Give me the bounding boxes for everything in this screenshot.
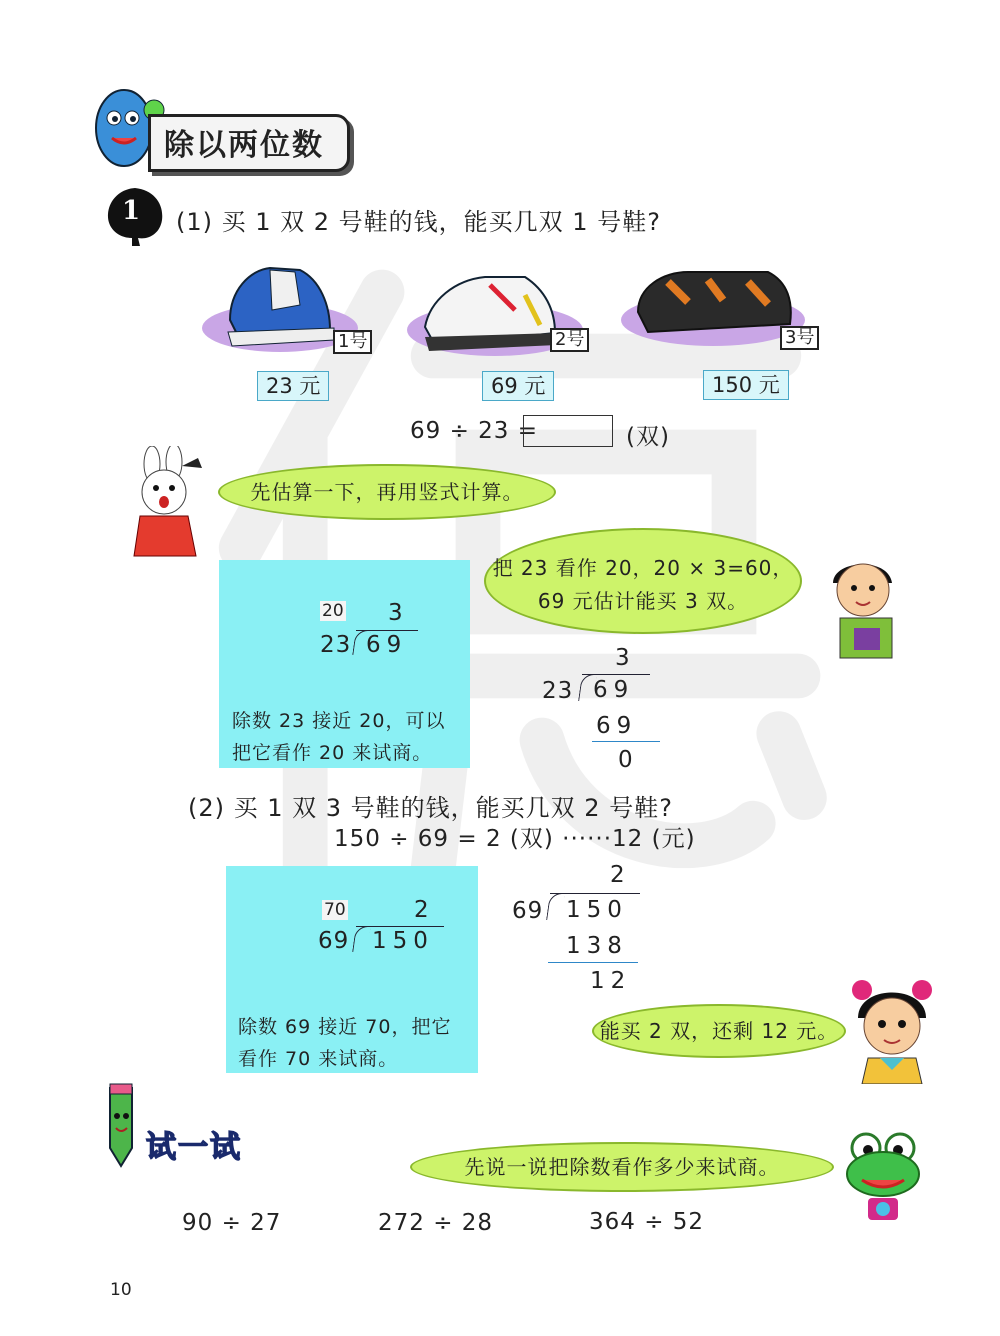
boy-speech-bubble xyxy=(484,528,802,634)
box1-dividend: 69 xyxy=(366,632,408,658)
boy-icon xyxy=(818,548,908,660)
example-number: 1 xyxy=(122,196,141,226)
div2-remainder: 12 xyxy=(590,968,632,994)
div1-quotient: 3 xyxy=(615,645,636,671)
box1-quotient: 3 xyxy=(388,600,409,626)
frog-icon xyxy=(838,1128,928,1224)
exercise-1: 90 ÷ 27 xyxy=(182,1210,282,1236)
price-tag-1: 23 元 xyxy=(257,371,329,401)
box2-note-line2: 看作 70 来试商。 xyxy=(238,1048,399,1070)
div2-subtract-line xyxy=(548,962,638,963)
size-label-1: 1号 xyxy=(333,330,372,354)
boy-bubble-line2: 69 元估计能买 3 双。 xyxy=(537,589,749,613)
price-tag-3: 150 元 xyxy=(703,370,789,400)
div1-remainder: 0 xyxy=(618,747,639,773)
girl-icon xyxy=(840,968,944,1084)
boy-bubble-line1: 把 23 看作 20，20 × 3=60， xyxy=(492,556,794,580)
div2-product: 138 xyxy=(566,933,628,959)
box1-note-line1: 除数 23 接近 20，可以 xyxy=(232,710,446,732)
frog-speech-bubble: 先说一说把除数看作多少来试商。 xyxy=(410,1142,834,1192)
box1-estimate: 20 xyxy=(322,601,344,621)
equation-2: 150 ÷ 69 = 2 (双) ······12 (元) xyxy=(334,826,696,852)
size-label-3: 3号 xyxy=(780,326,819,350)
equation-1: 69 ÷ 23 = xyxy=(410,418,539,444)
rabbit-speech-bubble: 先估算一下，再用竖式计算。 xyxy=(218,464,556,520)
div1-divisor: 23 xyxy=(542,678,574,704)
page-title: 除以两位数 xyxy=(164,128,324,163)
div2-divisor: 69 xyxy=(512,898,544,924)
price-tag-2: 69 元 xyxy=(482,371,554,401)
pencil-mascot-icon xyxy=(92,1082,154,1168)
box1-note-line2: 把它看作 20 来试商。 xyxy=(232,742,433,764)
box2-divisor: 69 xyxy=(318,928,350,954)
size-label-2: 2号 xyxy=(550,328,589,352)
exercise-2: 272 ÷ 28 xyxy=(378,1210,494,1236)
box1-division-bar xyxy=(356,630,418,631)
try-section-label: 试一试 xyxy=(146,1130,242,1165)
div1-subtract-line xyxy=(592,741,660,742)
div2-dividend: 150 xyxy=(566,897,628,923)
rabbit-icon xyxy=(122,446,214,558)
div1-product: 69 xyxy=(596,713,638,739)
estimate-box-2 xyxy=(226,866,478,1073)
div1-division-bar xyxy=(582,674,650,675)
estimate-box-1 xyxy=(219,560,470,768)
equation-1-unit: (双) xyxy=(626,424,670,450)
girl-speech-bubble: 能买 2 双，还剩 12 元。 xyxy=(592,1004,846,1058)
answer-box[interactable] xyxy=(523,415,613,447)
box2-estimate: 70 xyxy=(324,900,346,920)
box2-dividend: 150 xyxy=(372,928,434,954)
div1-dividend: 69 xyxy=(593,677,635,703)
div2-quotient: 2 xyxy=(610,862,631,888)
div2-division-bar xyxy=(550,893,640,894)
box2-division-bar xyxy=(356,926,444,927)
exercise-3: 364 ÷ 52 xyxy=(589,1209,705,1235)
box2-note-line1: 除数 69 接近 70，把它 xyxy=(238,1016,452,1038)
page-number: 10 xyxy=(110,1280,132,1300)
question-1: (1) 买 1 双 2 号鞋的钱，能买几双 1 号鞋? xyxy=(176,208,661,236)
box1-divisor: 23 xyxy=(320,632,352,658)
box2-quotient: 2 xyxy=(414,897,435,923)
question-2: (2) 买 1 双 3 号鞋的钱，能买几双 2 号鞋? xyxy=(188,794,673,822)
